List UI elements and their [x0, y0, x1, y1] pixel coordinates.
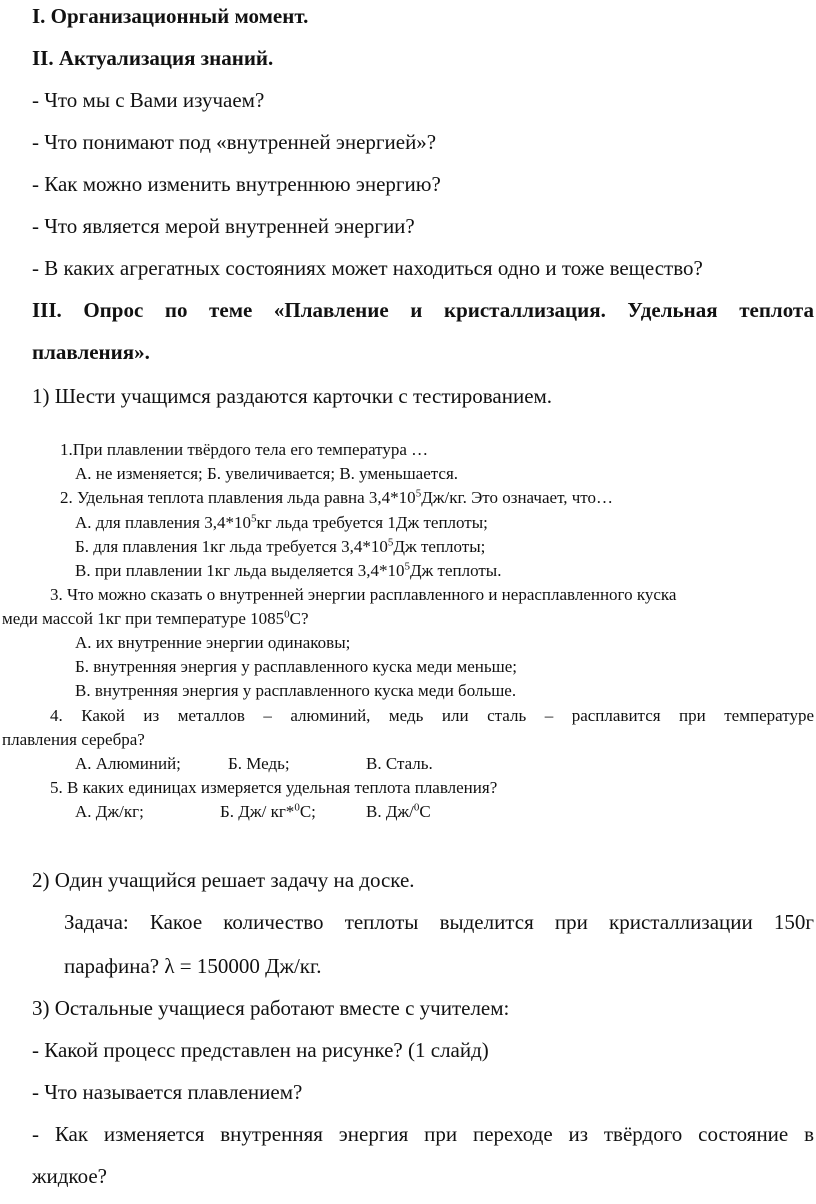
test-q3-cont: меди массой 1кг при температуре 1085$^0$С?: [2, 608, 309, 628]
test-q4-option-b: Б. Медь;: [228, 754, 290, 773]
test-q3-option-a: А. их внутренние энергии одинаковы;: [75, 633, 351, 652]
question-4: - Что является мерой внутренней энергии?: [32, 214, 415, 238]
test-q3-option-b: Б. внутренняя энергия у расплавленного куска меди меньше;: [75, 657, 517, 676]
task-text: Задача: Какое количество теплоты выделится при кристаллизации 150г: [64, 910, 814, 934]
final-question-3-cont: жидкое?: [32, 1164, 107, 1188]
test-q2: 2. Удельная теплота плавления льда равна $3,4*10^5Дж/кг$. Это означает, что…: [60, 487, 613, 507]
test-q5-option-c: В. Дж/$^0$С: [366, 801, 431, 821]
section-heading-2: II. Актуализация знаний.: [32, 46, 274, 70]
test-q4-option-a: А. Алюминий;: [75, 754, 181, 773]
test-q1: 1.При плавлении твёрдого тела его температура …: [60, 440, 429, 459]
final-question-1: - Какой процесс представлен на рисунке? (1 слайд): [32, 1038, 489, 1062]
test-q2-option-a: А. для плавления $3,4*10^5кг$ льда требуется 1Дж теплоты;: [75, 512, 488, 532]
final-question-2: - Что называется плавлением?: [32, 1080, 303, 1104]
test-q1-options: А. не изменяется; Б. увеличивается; В. уменьшается.: [75, 464, 459, 483]
final-question-3: - Как изменяется внутренняя энергия при переходе из твёрдого состояние в: [32, 1122, 814, 1146]
test-q4: 4. Какой из металлов – алюминий, медь или сталь – расплавится при температуре: [50, 706, 814, 725]
question-1: - Что мы с Вами изучаем?: [32, 88, 265, 112]
section-heading-1: I. Организационный момент.: [32, 4, 309, 28]
test-q2-option-b: Б. для плавления 1кг льда требуется $3,4*10^5Дж$ теплоты;: [75, 536, 486, 556]
test-q5-option-b: Б. Дж/ кг*$^0$С;: [220, 801, 316, 821]
test-q5: 5. В каких единицах измеряется удельная теплота плавления?: [50, 778, 498, 797]
test-q3: 3. Что можно сказать о внутренней энергии расплавленного и нерасплавленного куска: [50, 585, 677, 604]
test-q2-option-c: В. при плавлении 1кг льда выделяется $3,4*10^5Дж$ теплоты.: [75, 560, 502, 580]
step-1: 1) Шести учащимся раздаются карточки с тестированием.: [32, 384, 553, 408]
section-heading-3-cont: плавления».: [32, 340, 150, 364]
test-q4-option-c: В. Сталь.: [366, 754, 433, 773]
question-3: - Как можно изменить внутреннюю энергию?: [32, 172, 441, 196]
test-q5-option-a: А. Дж/кг;: [75, 802, 144, 821]
step-2: 2) Один учащийся решает задачу на доске.: [32, 868, 415, 892]
section-heading-3: III. Опрос по теме «Плавление и кристаллизация. Удельная теплота: [32, 298, 814, 322]
question-2: - Что понимают под «внутренней энергией»?: [32, 130, 437, 154]
test-q3-option-c: В. внутренняя энергия у расплавленного куска меди больше.: [75, 681, 517, 700]
step-3: 3) Остальные учащиеся работают вместе с учителем:: [32, 996, 510, 1020]
task-text-cont: парафина? λ = 150000 Дж/кг.: [64, 954, 322, 978]
test-q4-cont: плавления серебра?: [2, 730, 145, 749]
question-5: - В каких агрегатных состояниях может находиться одно и тоже вещество?: [32, 256, 703, 280]
